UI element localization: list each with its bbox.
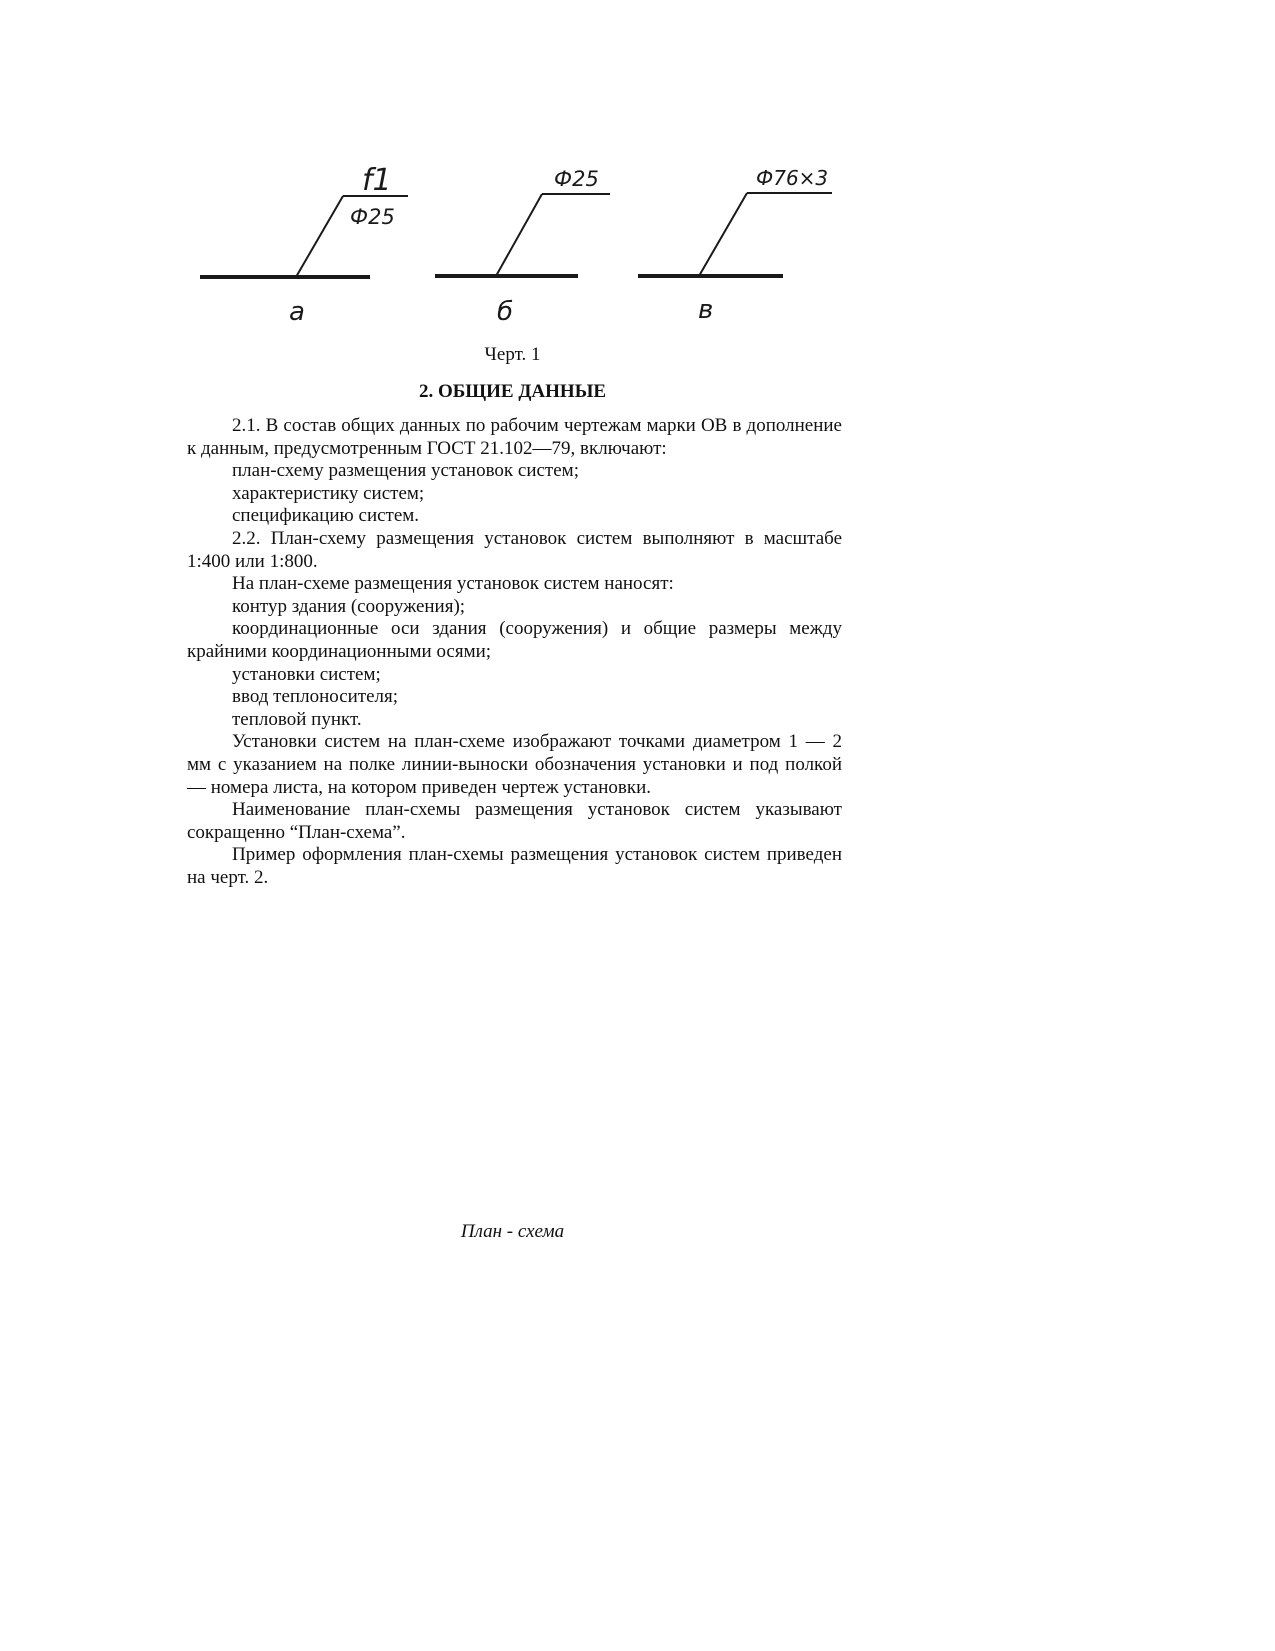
paragraph: координационные оси здания (сооружения) и общие размеры между крайними координационными осями; <box>187 618 842 662</box>
paragraph: 2.2. План-схему размещения установок систем выполняют в масштабе 1:400 или 1:800. <box>187 527 842 572</box>
shelf-label-b: Ф25 <box>554 167 599 191</box>
paragraph: Наименование план-схемы размещения установок систем указывают сокращенно “План-схема”. <box>187 799 842 843</box>
paragraph: спецификацию систем. <box>232 505 420 527</box>
paragraph: Пример оформления план-схемы размещения установок систем приведен на черт. 2. <box>187 844 842 888</box>
letter-b: б <box>497 297 514 327</box>
paragraph: план-схему размещения установок систем; <box>232 460 579 482</box>
variant-c <box>638 166 832 325</box>
leader-line-drawing <box>180 140 840 340</box>
leader-line-c <box>699 193 747 276</box>
letter-a: а <box>289 297 305 327</box>
paragraph: На план-схеме размещения установок систем наносят: <box>232 573 674 595</box>
section-body <box>187 415 842 889</box>
section-title: 2. ОБЩИЕ ДАННЫЕ <box>418 381 607 402</box>
leader-line-a <box>296 196 343 277</box>
variant-a <box>200 163 408 327</box>
paragraph: характеристику систем; <box>232 482 425 504</box>
top-label-a: f1 <box>362 163 392 198</box>
shelf-label-c: Ф76×3 <box>756 166 829 190</box>
paragraph: контур здания (сооружения); <box>232 595 466 617</box>
letter-c: в <box>698 295 714 325</box>
leader-line-b <box>496 194 542 276</box>
drawing-svg <box>180 140 840 340</box>
paragraph: установки систем; <box>232 663 381 685</box>
paragraph: тепловой пункт. <box>232 708 362 730</box>
figure-caption: Черт. 1 <box>484 344 541 365</box>
shelf-label-a: Ф25 <box>350 205 395 229</box>
paragraph: Установки систем на план-схеме изображают точками диаметром 1 — 2 мм с указанием на полке линии-выноски обозначения установки и под полкой — номера листа, на котором приведен чертеж установки. <box>187 731 842 798</box>
paragraph: 2.1. В состав общих данных по рабочим чертежам марки ОВ в дополнение к данным, предусмотренным ГОСТ 21.102—79, включают: <box>187 415 842 459</box>
paragraph: ввод теплоносителя; <box>232 686 399 708</box>
variant-b <box>435 167 610 327</box>
plan-scheme-title: План - схема <box>460 1221 565 1242</box>
